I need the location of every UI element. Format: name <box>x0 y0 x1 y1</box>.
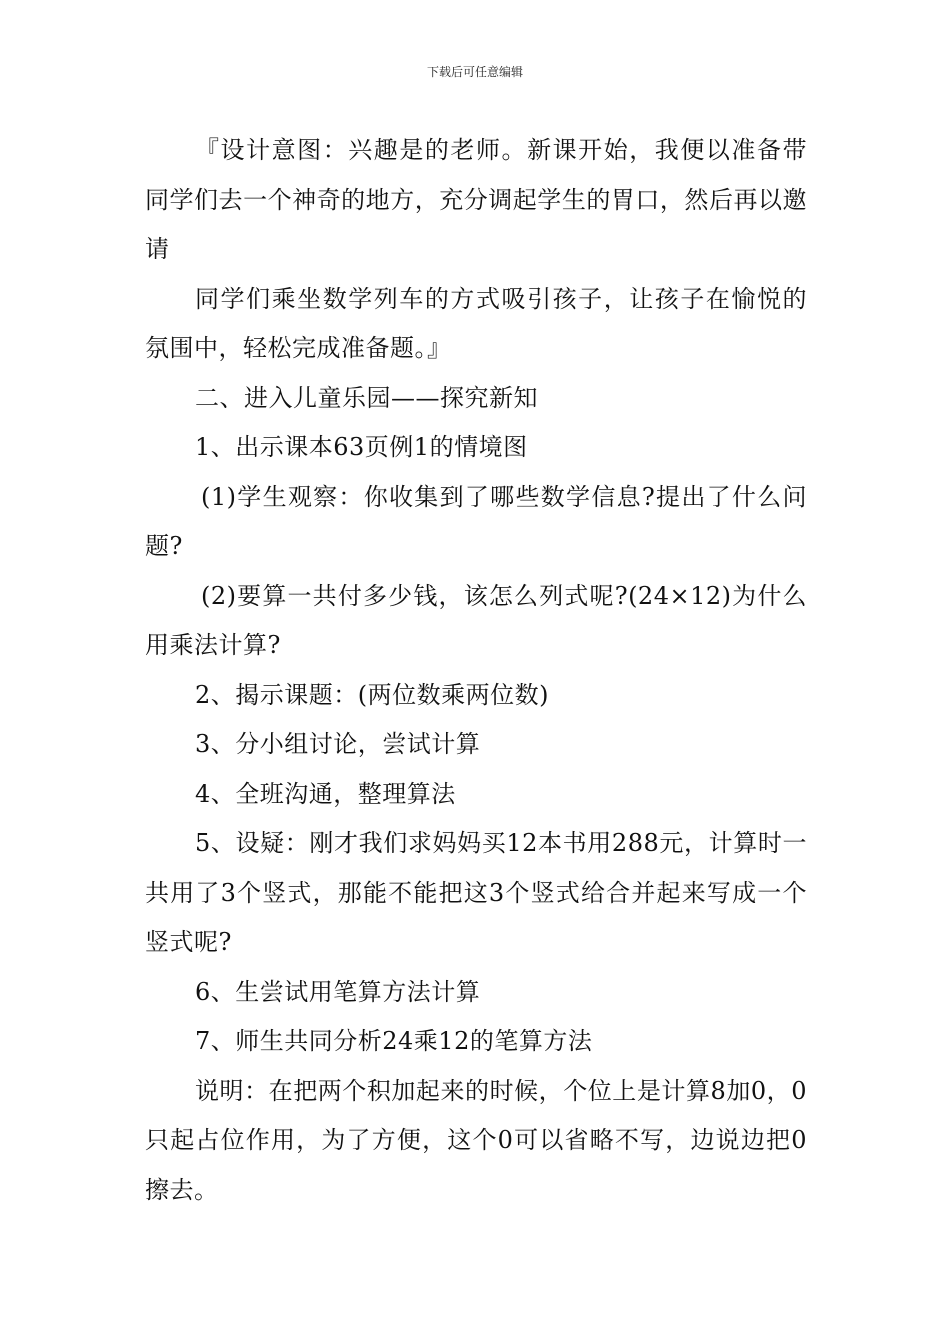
paragraph-explanation: 说明：在把两个积加起来的时候，个位上是计算8加0，0只起占位作用，为了方便，这个0可以省略不写，边说边把0擦去。 <box>145 1076 807 1204</box>
list-item: 7、师生共同分析24乘12的笔算方法 <box>195 1027 593 1055</box>
list-item: 5、设疑：刚才我们求妈妈买12本书用288元，计算时一共用了3个竖式，那能不能把这3个竖式给合并起来写成一个竖式呢? <box>145 829 807 956</box>
list-item: 3、分小组讨论，尝试计算 <box>195 730 481 758</box>
page-header: 下载后可任意编辑 <box>426 65 523 79</box>
paragraph-design-intent: 『设计意图：兴趣是的老师。新课开始，我便以准备带同学们去一个神奇的地方，充分调起学生的胃口，然后再以邀请 <box>145 136 807 263</box>
list-item: 1、出示课本63页例1的情境图 <box>195 433 528 461</box>
list-item: 2、揭示课题：(两位数乘两位数) <box>195 680 549 709</box>
list-item: 4、全班沟通，整理算法 <box>195 779 456 808</box>
section-heading: 二、进入儿童乐园——探究新知 <box>195 383 538 412</box>
document-body <box>145 126 807 1215</box>
paragraph-design-intent-cont: 同学们乘坐数学列车的方式吸引孩子，让孩子在愉悦的氛围中，轻松完成准备题。』 <box>145 284 807 362</box>
list-item: (2)要算一共付多少钱，该怎么列式呢?(24×12)为什么用乘法计算? <box>145 581 807 659</box>
list-item: (1)学生观察：你收集到了哪些数学信息?提出了什么问题? <box>145 482 807 560</box>
list-item: 6、生尝试用笔算方法计算 <box>195 977 481 1006</box>
